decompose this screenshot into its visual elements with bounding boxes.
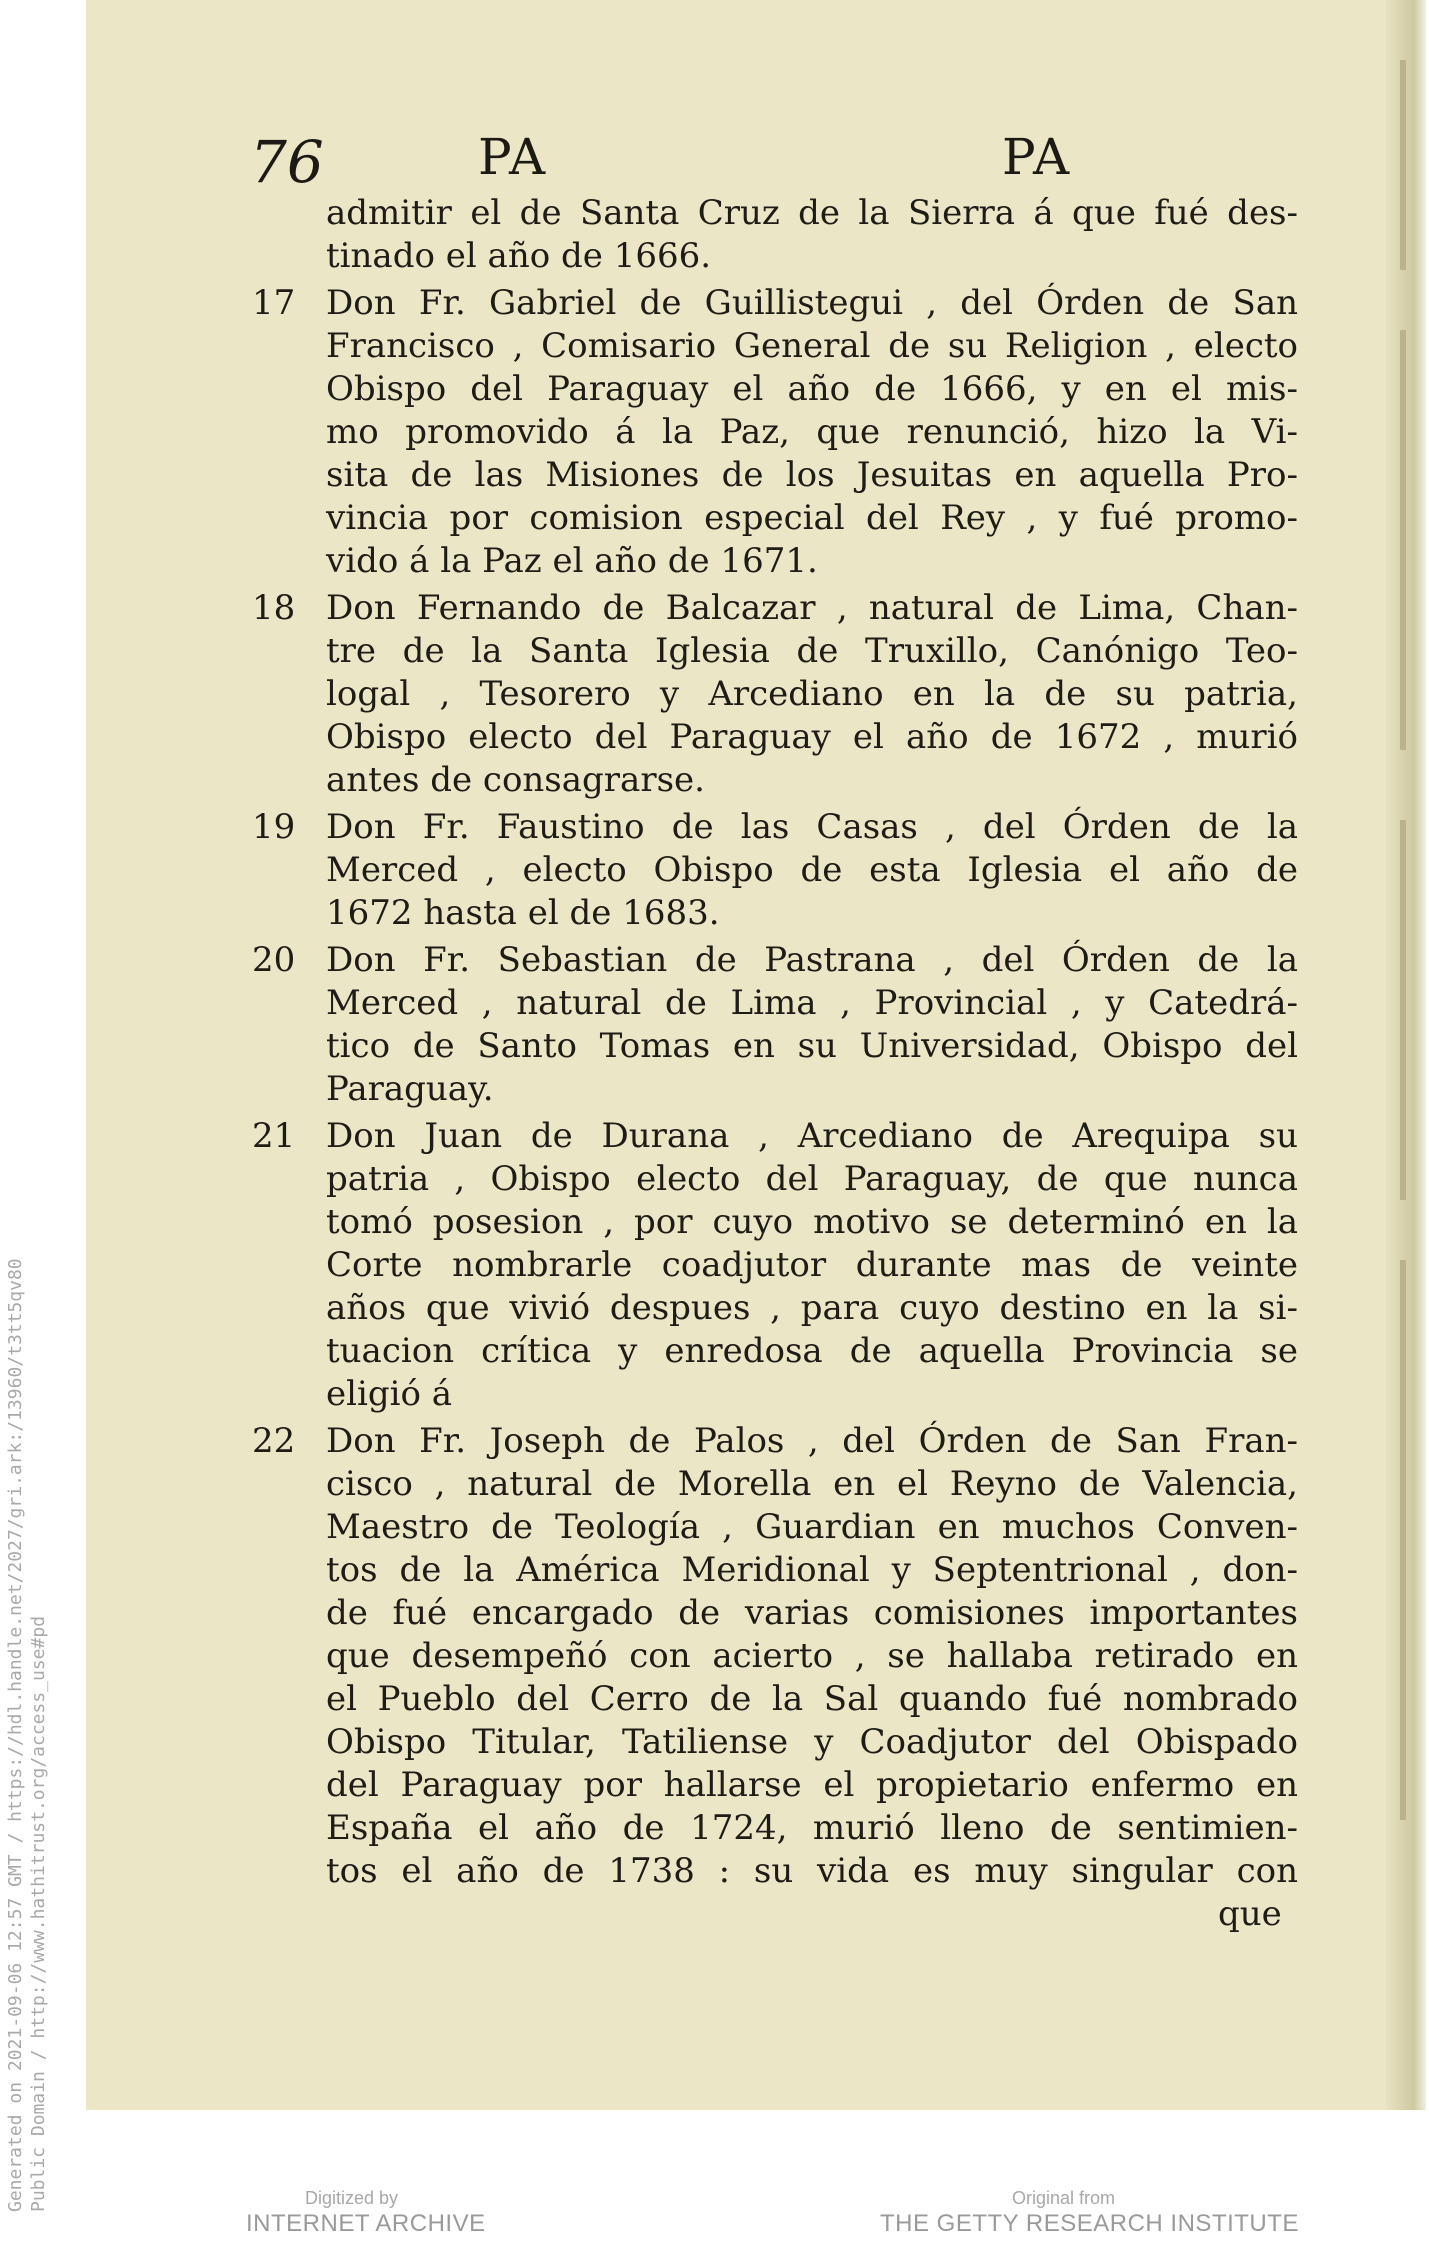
- text-line: mo promovido á la Paz, que renunció, hizo la Vi-: [326, 412, 1298, 452]
- text-line: Don Fernando de Balcazar , natural de Lima, Chan-: [326, 588, 1298, 628]
- entry-number: 21: [252, 1116, 296, 1156]
- text-line: 1672 hasta el de 1683.: [326, 893, 720, 933]
- getty-label: THE GETTY RESEARCH INSTITUTE: [880, 2210, 1299, 2237]
- text-line: antes de consagrarse.: [326, 760, 705, 800]
- hathitrust-stamp: [4, 1258, 50, 2212]
- text-line: cisco , natural de Morella en el Reyno de Valencia,: [326, 1464, 1298, 1504]
- catchword: que: [1218, 1894, 1282, 1934]
- text-line: tinado el año de 1666.: [326, 236, 712, 276]
- text-line: Don Fr. Faustino de las Casas , del Órden de la: [326, 807, 1298, 847]
- text-line: eligió á: [326, 1374, 453, 1414]
- text-line: logal , Tesorero y Arcediano en la de su patria,: [326, 674, 1298, 714]
- text-line: Merced , natural de Lima , Provincial , y Catedrá-: [326, 983, 1298, 1023]
- text-line: Obispo del Paraguay el año de 1666, y en el mis-: [326, 369, 1298, 409]
- entry-number: 22: [252, 1421, 296, 1461]
- text-line: Merced , electo Obispo de esta Iglesia el año de: [326, 850, 1298, 890]
- text-line: Corte nombrarle coadjutor durante mas de veinte: [326, 1245, 1298, 1285]
- text-line: Don Juan de Durana , Arcediano de Arequipa su: [326, 1116, 1298, 1156]
- text-line: tico de Santo Tomas en su Universidad, Obispo del: [326, 1026, 1298, 1066]
- page-number: 76: [250, 128, 324, 196]
- text-line: admitir el de Santa Cruz de la Sierra á que fué des-: [326, 193, 1298, 233]
- stamp-line-rights: Public Domain / http://www.hathitrust.org/access_use#pd: [28, 1615, 49, 2212]
- text-line: del Paraguay por hallarse el propietario enfermo en: [326, 1765, 1298, 1805]
- text-line: tre de la Santa Iglesia de Truxillo, Canónigo Teo-: [326, 631, 1298, 671]
- page-edge: [1386, 0, 1426, 2110]
- internet-archive-label: INTERNET ARCHIVE: [246, 2210, 486, 2237]
- text-line: tuacion crítica y enredosa de aquella Provincia se: [326, 1331, 1298, 1371]
- text-line: España el año de 1724, murió lleno de sentimien-: [326, 1808, 1298, 1848]
- text-line: Obispo electo del Paraguay el año de 1672 , murió: [326, 717, 1298, 757]
- text-line: Francisco , Comisario General de su Religion , electo: [326, 326, 1298, 366]
- text-line: Don Fr. Gabriel de Guillistegui , del Órden de San: [326, 283, 1298, 323]
- running-head-left: PA: [478, 128, 548, 186]
- text-line: de fué encargado de varias comisiones importantes: [326, 1593, 1298, 1633]
- entry-number: 18: [252, 588, 296, 628]
- text-line: tomó posesion , por cuyo motivo se determinó en la: [326, 1202, 1298, 1242]
- text-line: patria , Obispo electo del Paraguay, de que nunca: [326, 1159, 1298, 1199]
- text-line: Paraguay.: [326, 1069, 494, 1109]
- text-line: Don Fr. Sebastian de Pastrana , del Órden de la: [326, 940, 1298, 980]
- text-line: años que vivió despues , para cuyo destino en la si-: [326, 1288, 1298, 1328]
- text-line: tos de la América Meridional y Septentrional , don-: [326, 1550, 1298, 1590]
- text-line: tos el año de 1738 : su vida es muy singular con: [326, 1851, 1298, 1891]
- stamp-line-generated: Generated on 2021-09-06 12:57 GMT / https://hdl.handle.net/2027/gri.ark:/13960/t3tt5qv80: [5, 1258, 26, 2212]
- entry-number: 17: [252, 283, 296, 323]
- text-line: el Pueblo del Cerro de la Sal quando fué nombrado: [326, 1679, 1298, 1719]
- entry-number: 19: [252, 807, 296, 847]
- text-line: vido á la Paz el año de 1671.: [326, 541, 818, 581]
- original-from-label: Original from: [1012, 2188, 1116, 2208]
- text-line: vincia por comision especial del Rey , y fué promo-: [326, 498, 1298, 538]
- text-line: sita de las Misiones de los Jesuitas en aquella Pro-: [326, 455, 1298, 495]
- digitized-by-label: Digitized by: [305, 2188, 399, 2208]
- text-line: Obispo Titular, Tatiliense y Coadjutor del Obispado: [326, 1722, 1298, 1762]
- text-line: que desempeñó con acierto , se hallaba retirado en: [326, 1636, 1298, 1676]
- running-head-right: PA: [1002, 128, 1072, 186]
- text-line: Maestro de Teología , Guardian en muchos Conven-: [326, 1507, 1298, 1547]
- entry-number: 20: [252, 940, 296, 980]
- text-line: Don Fr. Joseph de Palos , del Órden de San Fran-: [326, 1421, 1298, 1461]
